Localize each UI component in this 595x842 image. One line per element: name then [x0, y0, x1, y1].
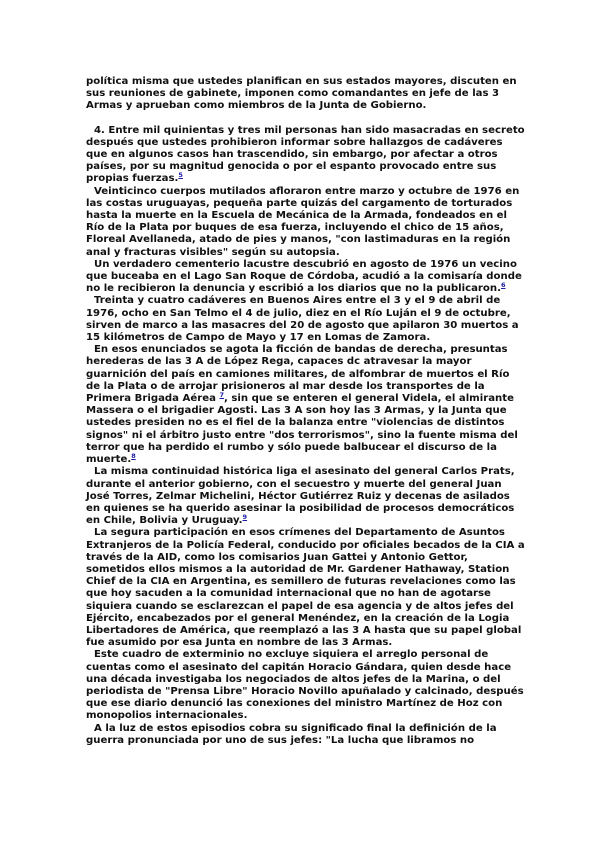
paragraph-buenos-aires-bodies [86, 295, 526, 344]
paragraph-text-after: , sin que se enteren el general Videla, el almirante Massera o el brigadier Agosti. Las 3 A son hoy las 3 Armas, y la Junta que ustedes presiden no es el fiel de la balanza entre "violencias de distintos signos" ni el árbitro justo entre "dos terrorismos", sino la fuente misma del terror que ha perdido el rumbo y sólo puede balbucear el discurso de la muerte. [86, 393, 518, 466]
paragraph-text-before: En esos enunciados se agota la ficción de bandas de derecha, presuntas herederas de las 3 A de López Rega, capaces dc atravesar la mayor guarnición del país en camiones militares, de alfombrar de muertos el Río de la Plata o de arrojar prisioneros al mar desde los transportes de la Primera Brigada Aérea [86, 344, 510, 405]
footnote-link-8[interactable]: 8 [131, 452, 136, 461]
paragraph-text: La misma continuidad histórica liga el asesinato del general Carlos Prats, durante el anterior gobierno, con el secuestro y muerte del general Juan José Torres, Zelmar Michelini, Héctor Gutiérrez Ruiz y decenas de asilados en quienes se ha querido asesinar la posibilidad de procesos democráticos en Chile, Bolivia y Uruguay. [86, 466, 515, 527]
paragraph-historical-continuity [86, 466, 526, 527]
footnote-link-7[interactable]: 7 [219, 391, 224, 400]
paragraph-text: Veinticinco cuerpos mutilados afloraron entre marzo y octubre de 1976 en las costas uruguayas, pequeña parte quizás del cargamento de torturados hasta la muerte en la Escuela de Mecánica de la Armada, fondeados en el Río de la Plata por buques de esa fuerza, incluyendo el chico de 15 años, Floreal Avellaneda, atado de pies y manos, "con lastimaduras en la región anal y fracturas visibles" según su autopsia. [86, 185, 520, 258]
paragraph-extermination [86, 649, 526, 722]
paragraph-lake-cemetery [86, 259, 526, 296]
footnote-link-5[interactable]: 5 [178, 171, 183, 180]
paragraph-text: 4. Entre mil quinientas y tres mil personas han sido masacradas en secreto después que ustedes prohibieron informar sobre hallazgos de cadáveres que en algunos casos han trascendido, sin embargo, por afectar a otros países, por su magnitud genocida o por el espanto provocado entre sus propias fuerzas. [86, 124, 525, 185]
paragraph-text: Este cuadro de exterminio no excluye siquiera el arreglo personal de cuentas como el asesinato del capitán Horacio Gándara, quien desde hace una década investigaba los negociados de altos jefes de la Marina, o del periodista de "Prensa Libre" Horacio Novillo apuñalado y calcinado, después que ese diario denunció las conexiones del ministro Martínez de Hoz con monopolios internacionales. [86, 649, 524, 722]
paragraph-continuation [86, 76, 526, 113]
footnote-link-9[interactable]: 9 [242, 513, 248, 522]
paragraph-three-a [86, 344, 526, 466]
document-body [86, 76, 526, 747]
paragraph-text: A la luz de estos episodios cobra su significado final la definición de la guerra pronunciada por uno de sus jefes: "La lucha que libramos no [86, 722, 497, 746]
paragraph-point-4 [86, 125, 526, 186]
paragraph-war-definition [86, 723, 526, 747]
footnote-link-6[interactable]: 6 [500, 281, 506, 290]
paragraph-text: Treinta y cuatro cadáveres en Buenos Aires entre el 3 y el 9 de abril de 1976, ocho en San Telmo el 4 de julio, diez en el Río Luján el 9 de octubre, sirven de marco a las masacres del 20 de agosto que apilaron 30 muertos a 15 kilómetros de Campo de Mayo y 17 en Lomas de Zamora. [86, 295, 519, 344]
paragraph-text: política misma que ustedes planifican en sus estados mayores, discuten en sus reuniones de gabinete, imponen como comandantes en jefe de las 3 Armas y aprueban como miembros de la Junta de Gobierno. [86, 76, 517, 112]
paragraph-uruguay-coasts [86, 186, 526, 259]
paragraph-cia-participation [86, 527, 526, 649]
paragraph-text: La segura participación en esos crímenes del Departamento de Asuntos Extranjeros de la Policía Federal, conducido por oficiales becados de la CIA a través de la AID, como los comisarios Juan Gattei y Antonio Gettor, sometidos ellos mismos a la autoridad de Mr. Gardener Hathaway, Station Chief de la CIA en Argentina, es semillero de futuras revelaciones como las que hoy sacuden a la comunidad internacional que no han de agotarse siquiera cuando se esclarezcan el papel de esa agencia y de altos jefes del Ejército, encabezados por el general Menéndez, en la creación de la Logia Libertadores de América, que reemplazó a las 3 A hasta que su papel global fue asumido por esa Junta en nombre de las 3 Armas. [86, 527, 525, 649]
paragraph-text: Un verdadero cementerio lacustre descubrió en agosto de 1976 un vecino que buceaba en el Lago San Roque de Córdoba, acudió a la comisaría donde no le recibieron la denuncia y escribió a los diarios que no la publicaron. [86, 258, 522, 295]
